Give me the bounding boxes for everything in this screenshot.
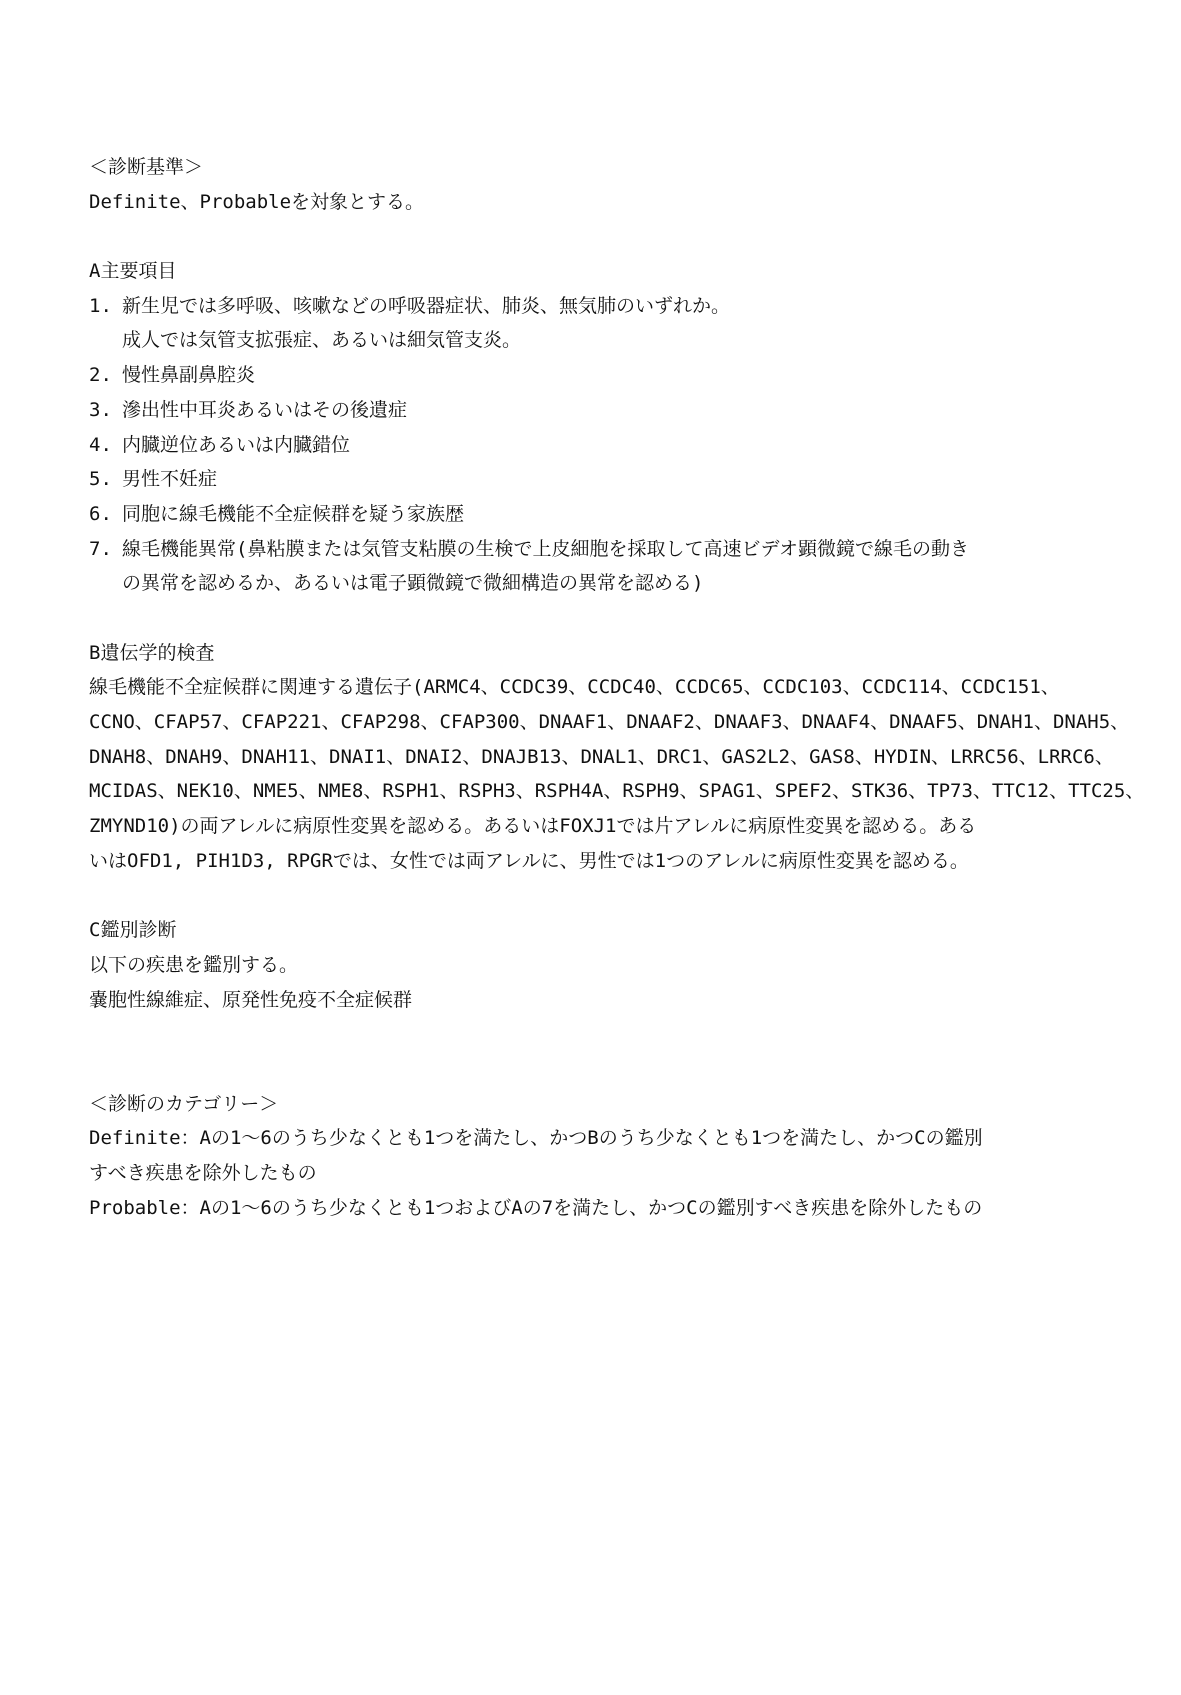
spacer bbox=[89, 601, 1099, 636]
document-page bbox=[89, 150, 1145, 1225]
category-probable: Probable：Aの1～6のうち少なくとも1つおよびAの7を満たし、かつCの鑑別すべき疾患を除外したもの bbox=[89, 1196, 983, 1219]
item-number: 1. bbox=[89, 294, 112, 317]
item-text: 新生児では多呼吸、咳嗽などの呼吸器症状、肺炎、無気肺のいずれか。 bbox=[122, 294, 731, 317]
item-number: 7. bbox=[89, 537, 112, 560]
section-c-text: 嚢胞性線維症、原発性免疫不全症候群 bbox=[89, 988, 413, 1011]
item-number: 5. bbox=[89, 468, 112, 491]
item-continuation: の異常を認めるか、あるいは電子顕微鏡で微細構造の異常を認める) bbox=[122, 572, 704, 595]
section-b-text: いはOFD1, PIH1D3, RPGRでは、女性では両アレルに、男性では1つのアレルに病原性変異を認める。 bbox=[89, 849, 969, 872]
section-b-text: CCNO、CFAP57、CFAP221、CFAP298、CFAP300、DNAAF1、DNAAF2、DNAAF3、DNAAF4、DNAAF5、DNAH1、DNAH5、 bbox=[89, 711, 1130, 734]
criteria-heading: ＜診断基準＞ bbox=[89, 156, 204, 178]
section-b-text: 線毛機能不全症候群に関連する遺伝子(ARMC4、CCDC39、CCDC40、CCDC65、CCDC103、CCDC114、CCDC151、 bbox=[89, 676, 1060, 699]
section-a-item-2 bbox=[89, 358, 1099, 393]
criteria-target: Definite、Probableを対象とする。 bbox=[89, 190, 425, 213]
section-a-item-6 bbox=[89, 497, 1099, 532]
item-text: 同胞に線毛機能不全症候群を疑う家族歴 bbox=[122, 502, 465, 525]
section-a-item-3 bbox=[89, 393, 1099, 428]
section-b-heading: B遺伝学的検査 bbox=[89, 641, 215, 664]
categories-heading: ＜診断のカテゴリー＞ bbox=[89, 1092, 279, 1115]
item-text: 滲出性中耳炎あるいはその後遺症 bbox=[122, 398, 408, 421]
section-a-item-1 bbox=[89, 289, 1099, 324]
section-b-text: ZMYND10)の両アレルに病原性変異を認める。あるいはFOXJ1では片アレルに病原性変異を認める。ある bbox=[89, 815, 977, 838]
item-text: 男性不妊症 bbox=[122, 468, 218, 491]
section-a-item-7 bbox=[89, 532, 1099, 567]
category-definite-continuation: すべき疾患を除外したもの bbox=[89, 1162, 317, 1185]
item-number: 2. bbox=[89, 364, 112, 387]
spacer bbox=[89, 219, 1099, 254]
category-definite: Definite：Aの1～6のうち少なくとも1つを満たし、かつBのうち少なくとも1つを満たし、かつCの鑑別 bbox=[89, 1127, 983, 1150]
item-number: 6. bbox=[89, 502, 112, 525]
item-continuation: 成人では気管支拡張症、あるいは細気管支炎。 bbox=[122, 329, 522, 352]
item-text: 内臓逆位あるいは内臓錯位 bbox=[122, 433, 351, 456]
section-a-item-5 bbox=[89, 462, 1099, 497]
item-text: 慢性鼻副鼻腔炎 bbox=[122, 364, 256, 387]
item-text: 線毛機能異常(鼻粘膜または気管支粘膜の生検で上皮細胞を採取して高速ビデオ顕微鏡で線毛の動き bbox=[122, 537, 970, 560]
section-c-text: 以下の疾患を鑑別する。 bbox=[89, 953, 299, 976]
item-number: 4. bbox=[89, 433, 112, 456]
section-a-item-4 bbox=[89, 428, 1099, 463]
section-b-text: MCIDAS、NEK10、NME5、NME8、RSPH1、RSPH3、RSPH4A、RSPH9、SPAG1、SPEF2、STK36、TP73、TTC12、TTC25、 bbox=[89, 780, 1145, 803]
section-a-heading: A主要項目 bbox=[89, 260, 177, 283]
spacer bbox=[89, 1017, 1099, 1086]
section-c-heading: C鑑別診断 bbox=[89, 919, 177, 942]
section-b-text: DNAH8、DNAH9、DNAH11、DNAI1、DNAI2、DNAJB13、DNAL1、DRC1、GAS2L2、GAS8、HYDIN、LRRC56、LRRC6、 bbox=[89, 745, 1114, 768]
item-number: 3. bbox=[89, 398, 112, 421]
spacer bbox=[89, 879, 1099, 914]
